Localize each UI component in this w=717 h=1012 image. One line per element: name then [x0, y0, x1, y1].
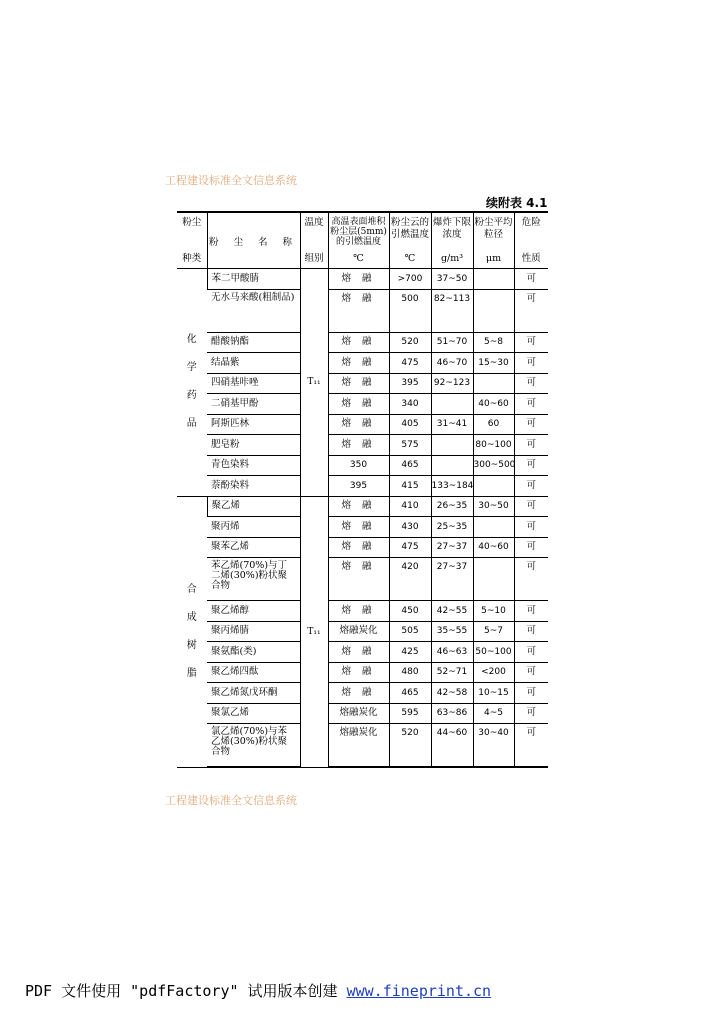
explosion-limit: 35~55: [431, 621, 473, 642]
dust-name: 氯乙烯(70%)与苯乙烯(30%)粉状聚合物: [207, 724, 300, 768]
header-explosion-limit: [431, 212, 473, 269]
footer-link[interactable]: www.fineprint.cn: [346, 982, 492, 1000]
hazard-class: 可: [514, 517, 548, 538]
dust-name: 青色染料: [207, 455, 300, 476]
particle-size: 50~100: [473, 642, 514, 663]
explosion-limit: 92~123: [431, 373, 473, 394]
dust-name: 聚乙烯四酞: [207, 662, 300, 683]
cloud-temp: 415: [389, 476, 431, 497]
cloud-temp: >700: [389, 269, 431, 290]
table-row: [177, 642, 548, 663]
dust-name: 聚丙烯: [207, 517, 300, 538]
cloud-temp: 395: [389, 373, 431, 394]
dust-name: 聚丙烯腈: [207, 621, 300, 642]
cloud-temp: 595: [389, 703, 431, 724]
cloud-temp: 450: [389, 601, 431, 622]
hazard-class: 可: [514, 724, 548, 768]
particle-size: 30~40: [473, 724, 514, 768]
explosion-limit: 27~37: [431, 537, 473, 558]
cloud-temp: 420: [389, 558, 431, 601]
dust-name: 二硝基甲酚: [207, 394, 300, 415]
hazard-class: 可: [514, 394, 548, 415]
category-char: 树: [186, 639, 197, 651]
cloud-temp: 465: [389, 683, 431, 704]
explosion-limit: [431, 455, 473, 476]
header-cloud-temp: [389, 212, 431, 269]
header-particle-size-label: 粉尘平均粒径: [474, 217, 513, 240]
dust-name: 聚乙烯氮戊环酮: [207, 683, 300, 704]
dust-name: 结晶紫: [207, 353, 300, 374]
dust-name: 聚乙烯醇: [207, 601, 300, 622]
pdf-footer: [25, 980, 491, 1001]
particle-size: [473, 558, 514, 601]
cloud-temp: 520: [389, 724, 431, 768]
header-hazard-bottom: 性质: [521, 253, 541, 264]
surface-temp: 熔 融: [328, 332, 389, 353]
hazard-class: 可: [514, 373, 548, 394]
header-particle-size: [473, 212, 514, 269]
surface-temp: 熔 融: [328, 601, 389, 622]
surface-temp: 熔 融: [328, 353, 389, 374]
dust-name: 醋酸钠酯: [207, 332, 300, 353]
footer-text: PDF 文件使用 "pdfFactory" 试用版本创建: [25, 982, 347, 1000]
particle-size: [473, 517, 514, 538]
explosion-limit: [431, 435, 473, 456]
hazard-class: 可: [514, 332, 548, 353]
cloud-temp: 425: [389, 642, 431, 663]
hazard-class: 可: [514, 642, 548, 663]
section-synthetic-resins: [177, 496, 548, 767]
header-category-top: 粉尘: [182, 217, 202, 228]
header-cloud-temp-unit: ℃: [404, 253, 416, 264]
temperature-group: T₁₁: [300, 269, 328, 497]
dust-name: 萘酚染料: [207, 476, 300, 497]
particle-size: 5~10: [473, 601, 514, 622]
category-char: 合: [186, 583, 197, 595]
explosion-limit: 31~41: [431, 414, 473, 435]
category-char: 学: [186, 362, 197, 374]
hazard-class: 可: [514, 683, 548, 704]
explosion-limit: 46~70: [431, 353, 473, 374]
category-char: 药: [186, 390, 197, 402]
surface-temp: 熔 融: [328, 517, 389, 538]
cloud-temp: 405: [389, 414, 431, 435]
dust-properties-table: [177, 211, 548, 768]
hazard-class: 可: [514, 435, 548, 456]
table-row: [177, 683, 548, 704]
particle-size: 10~15: [473, 683, 514, 704]
table-row: [177, 724, 548, 768]
cloud-temp: 575: [389, 435, 431, 456]
particle-size: 5~7: [473, 621, 514, 642]
surface-temp: 熔 融: [328, 683, 389, 704]
dust-name: 聚苯乙烯: [207, 537, 300, 558]
explosion-limit: 42~58: [431, 683, 473, 704]
surface-temp: 熔融炭化: [328, 703, 389, 724]
explosion-limit: 44~60: [431, 724, 473, 768]
table-row: [177, 353, 548, 374]
explosion-limit: [431, 394, 473, 415]
watermark-bottom: 工程建设标准全文信息系统: [165, 794, 297, 807]
table-row: [177, 269, 548, 290]
dust-name: 四硝基咔唑: [207, 373, 300, 394]
table-row: [177, 394, 548, 415]
explosion-limit: 82~113: [431, 289, 473, 332]
explosion-limit: 133~184: [431, 476, 473, 497]
surface-temp: 熔 融: [328, 496, 389, 517]
hazard-class: 可: [514, 289, 548, 332]
header-group-bottom: 组别: [304, 253, 324, 264]
particle-size: 300~500: [473, 455, 514, 476]
category-char: 品: [186, 418, 197, 430]
surface-temp: 熔 融: [328, 642, 389, 663]
dust-name: 苯乙烯(70%)与丁二烯(30%)粉状聚合物: [207, 558, 300, 601]
dust-name: 聚乙烯: [207, 496, 300, 517]
explosion-limit: 52~71: [431, 662, 473, 683]
surface-temp: 熔 融: [328, 558, 389, 601]
particle-size: 15~30: [473, 353, 514, 374]
hazard-class: 可: [514, 269, 548, 290]
surface-temp: 熔 融: [328, 269, 389, 290]
dust-name: 苯二甲酸腈: [207, 269, 300, 290]
particle-size: 40~60: [473, 394, 514, 415]
surface-temp: 熔 融: [328, 289, 389, 332]
surface-temp: 熔 融: [328, 662, 389, 683]
table-header-row: [177, 212, 548, 269]
dust-name: 肥皂粉: [207, 435, 300, 456]
header-hazard: [514, 212, 548, 269]
hazard-class: 可: [514, 353, 548, 374]
table-row: [177, 703, 548, 724]
dust-name: 无水马来酸(粗制品): [207, 289, 300, 332]
header-category-bottom: 种类: [182, 253, 202, 264]
cloud-temp: 500: [389, 289, 431, 332]
header-particle-size-unit: μm: [485, 253, 502, 264]
cloud-temp: 505: [389, 621, 431, 642]
header-surface-temp: [328, 212, 389, 269]
dust-name: 阿斯匹林: [207, 414, 300, 435]
dust-name: 聚氯乙烯: [207, 703, 300, 724]
table-row: [177, 332, 548, 353]
explosion-limit: 27~37: [431, 558, 473, 601]
header-category: [177, 212, 207, 269]
table-row: [177, 558, 548, 601]
particle-size: 40~60: [473, 537, 514, 558]
explosion-limit: 25~35: [431, 517, 473, 538]
cloud-temp: 475: [389, 537, 431, 558]
surface-temp: 熔 融: [328, 537, 389, 558]
category-label: [187, 585, 197, 679]
table-row: [177, 496, 548, 517]
particle-size: 30~50: [473, 496, 514, 517]
hazard-class: 可: [514, 558, 548, 601]
table-title: 续附表 4.1: [486, 196, 548, 210]
category-char: 化: [186, 334, 197, 346]
particle-size: [473, 289, 514, 332]
table-row: [177, 601, 548, 622]
cloud-temp: 520: [389, 332, 431, 353]
header-group: [300, 212, 328, 269]
particle-size: <200: [473, 662, 514, 683]
table-row: [177, 373, 548, 394]
surface-temp: 350: [328, 455, 389, 476]
explosion-limit: 37~50: [431, 269, 473, 290]
surface-temp: 熔 融: [328, 414, 389, 435]
surface-temp: 熔 融: [328, 394, 389, 415]
hazard-class: 可: [514, 496, 548, 517]
table-row: [177, 621, 548, 642]
temperature-group: T₁₁: [300, 496, 328, 767]
table-row: [177, 662, 548, 683]
particle-size: 80~100: [473, 435, 514, 456]
surface-temp: 395: [328, 476, 389, 497]
cloud-temp: 340: [389, 394, 431, 415]
particle-size: [473, 373, 514, 394]
header-cloud-temp-label: 粉尘云的引燃温度: [390, 217, 429, 240]
explosion-limit: 42~55: [431, 601, 473, 622]
cloud-temp: 480: [389, 662, 431, 683]
header-name-label: 粉 尘 名 称: [208, 237, 299, 248]
table-row: [177, 476, 548, 497]
particle-size: 4~5: [473, 703, 514, 724]
header-surface-temp-unit: ℃: [353, 253, 364, 264]
hazard-class: 可: [514, 476, 548, 497]
hazard-class: 可: [514, 703, 548, 724]
hazard-class: 可: [514, 455, 548, 476]
category-cell: [177, 496, 207, 767]
hazard-class: 可: [514, 662, 548, 683]
particle-size: 5~8: [473, 332, 514, 353]
table-row: [177, 455, 548, 476]
dust-name: 聚氨酯(类): [207, 642, 300, 663]
explosion-limit: 26~35: [431, 496, 473, 517]
category-cell: [177, 269, 207, 497]
table-row: [177, 435, 548, 456]
surface-temp: 熔 融: [328, 373, 389, 394]
category-char: 成: [186, 611, 197, 623]
cloud-temp: 475: [389, 353, 431, 374]
table-row: [177, 289, 548, 332]
hazard-class: 可: [514, 601, 548, 622]
surface-temp: 熔 融: [328, 435, 389, 456]
hazard-class: 可: [514, 414, 548, 435]
surface-temp: 熔融炭化: [328, 621, 389, 642]
hazard-class: 可: [514, 621, 548, 642]
explosion-limit: 46~63: [431, 642, 473, 663]
table-row: [177, 414, 548, 435]
surface-temp: 熔融炭化: [328, 724, 389, 768]
explosion-limit: 63~86: [431, 703, 473, 724]
category-char: 脂: [186, 667, 197, 679]
table-row: [177, 517, 548, 538]
explosion-limit: 51~70: [431, 332, 473, 353]
category-label: [187, 335, 197, 429]
header-group-top: 温度: [304, 217, 324, 228]
watermark-top: 工程建设标准全文信息系统: [165, 174, 297, 187]
header-surface-temp-label: 高温表面堆积粉尘层(5mm)的引燃温度: [330, 217, 387, 247]
header-explosion-limit-unit: g/m³: [440, 253, 464, 264]
header-name: [207, 212, 300, 269]
cloud-temp: 410: [389, 496, 431, 517]
particle-size: [473, 269, 514, 290]
cloud-temp: 430: [389, 517, 431, 538]
hazard-class: 可: [514, 537, 548, 558]
particle-size: 60: [473, 414, 514, 435]
cloud-temp: 465: [389, 455, 431, 476]
table-row: [177, 537, 548, 558]
header-hazard-top: 危险: [521, 217, 541, 228]
section-chemicals: [177, 269, 548, 497]
particle-size: [473, 476, 514, 497]
header-explosion-limit-label: 爆炸下限浓度: [432, 217, 471, 240]
